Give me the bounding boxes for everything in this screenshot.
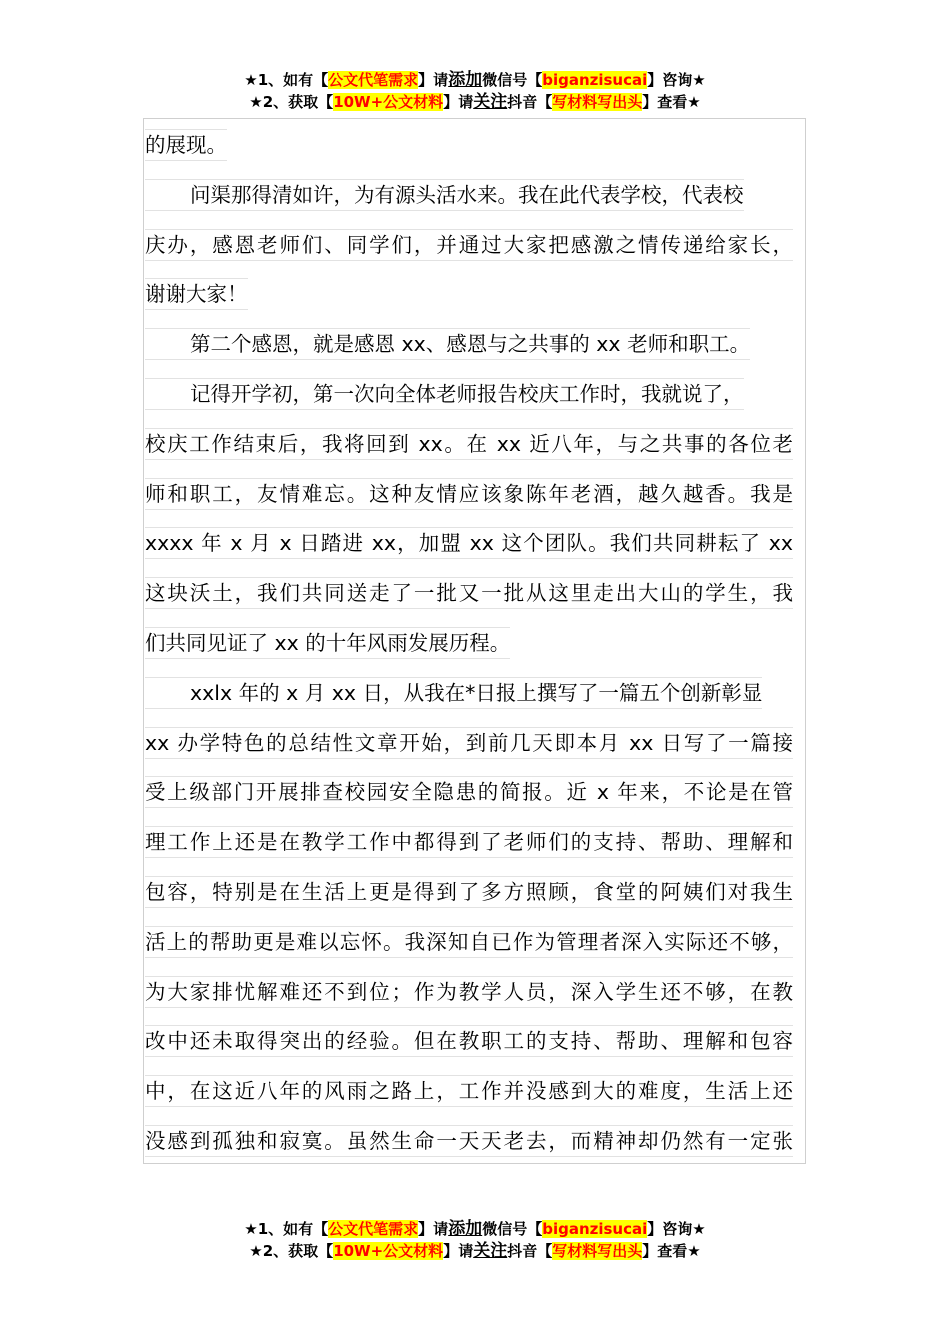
highlight-service: 公文代笔需求: [328, 71, 419, 89]
text-line: 第二个感恩，就是感恩 xx、感恩与之共事的 xx 老师和职工。: [145, 320, 805, 370]
text-line: 为大家排忧解难还不到位；作为教学人员，深入学生还不够，在教: [145, 968, 805, 1018]
text-line: 的展现。: [145, 121, 805, 171]
highlight-materials: 10W+公文材料: [333, 1242, 444, 1260]
text-line: 们共同见证了 xx 的十年风雨发展历程。: [145, 619, 805, 669]
text-line: 问渠那得清如许，为有源头活水来。我在此代表学校，代表校: [145, 171, 805, 221]
notice-line-1: ★1、如有【公文代笔需求】请添加微信号【biganzisucai】咨询★: [244, 1219, 706, 1239]
highlight-wechat-id: biganzisucai: [542, 71, 648, 89]
notice-line-2: ★2、获取【10W+公文材料】请关注抖音【写材料写出头】查看★: [249, 92, 701, 112]
header-notice: [0, 69, 950, 113]
text-line: 记得开学初，第一次向全体老师报告校庆工作时，我就说了，: [145, 370, 805, 420]
highlight-service: 公文代笔需求: [328, 1220, 419, 1238]
text-line: 这块沃土，我们共同送走了一批又一批从这里走出大山的学生，我: [145, 569, 805, 619]
document-body: [145, 121, 805, 1167]
highlight-materials: 10W+公文材料: [333, 93, 444, 111]
text-line: 谢谢大家！: [145, 270, 805, 320]
text-line: 中，在这近八年的风雨之路上，工作并没感到大的难度，生活上还: [145, 1067, 805, 1117]
text-line: 包容，特别是在生活上更是得到了多方照顾，食堂的阿姨们对我生: [145, 868, 805, 918]
highlight-douyin-account: 写材料写出头: [552, 1242, 643, 1260]
text-line: 受上级部门开展排查校园安全隐患的简报。近 x 年来，不论是在管: [145, 768, 805, 818]
text-line: 理工作上还是在教学工作中都得到了老师们的支持、帮助、理解和: [145, 818, 805, 868]
text-line: xx 办学特色的总结性文章开始，到前几天即本月 xx 日写了一篇接: [145, 719, 805, 769]
text-line: 没感到孤独和寂寞。虽然生命一天天老去，而精神却仍然有一定张: [145, 1117, 805, 1167]
text-line: xxxx 年 x 月 x 日踏进 xx，加盟 xx 这个团队。我们共同耕耘了 xx: [145, 519, 805, 569]
footer-notice: [0, 1218, 950, 1262]
notice-line-2: ★2、获取【10W+公文材料】请关注抖音【写材料写出头】查看★: [249, 1241, 701, 1261]
text-line: 师和职工，友情难忘。这种友情应该象陈年老酒，越久越香。我是: [145, 470, 805, 520]
text-line: 校庆工作结束后，我将回到 xx。在 xx 近八年，与之共事的各位老: [145, 420, 805, 470]
text-line: 改中还未取得突出的经验。但在教职工的支持、帮助、理解和包容: [145, 1017, 805, 1067]
highlight-wechat-id: biganzisucai: [542, 1220, 648, 1238]
text-line: xxlx 年的 x 月 xx 日，从我在*日报上撰写了一篇五个创新彰显: [145, 669, 805, 719]
text-line: 活上的帮助更是难以忘怀。我深知自已作为管理者深入实际还不够，: [145, 918, 805, 968]
text-line: 庆办，感恩老师们、同学们，并通过大家把感激之情传递给家长，: [145, 221, 805, 271]
notice-line-1: ★1、如有【公文代笔需求】请添加微信号【biganzisucai】咨询★: [244, 70, 706, 90]
highlight-douyin-account: 写材料写出头: [552, 93, 643, 111]
